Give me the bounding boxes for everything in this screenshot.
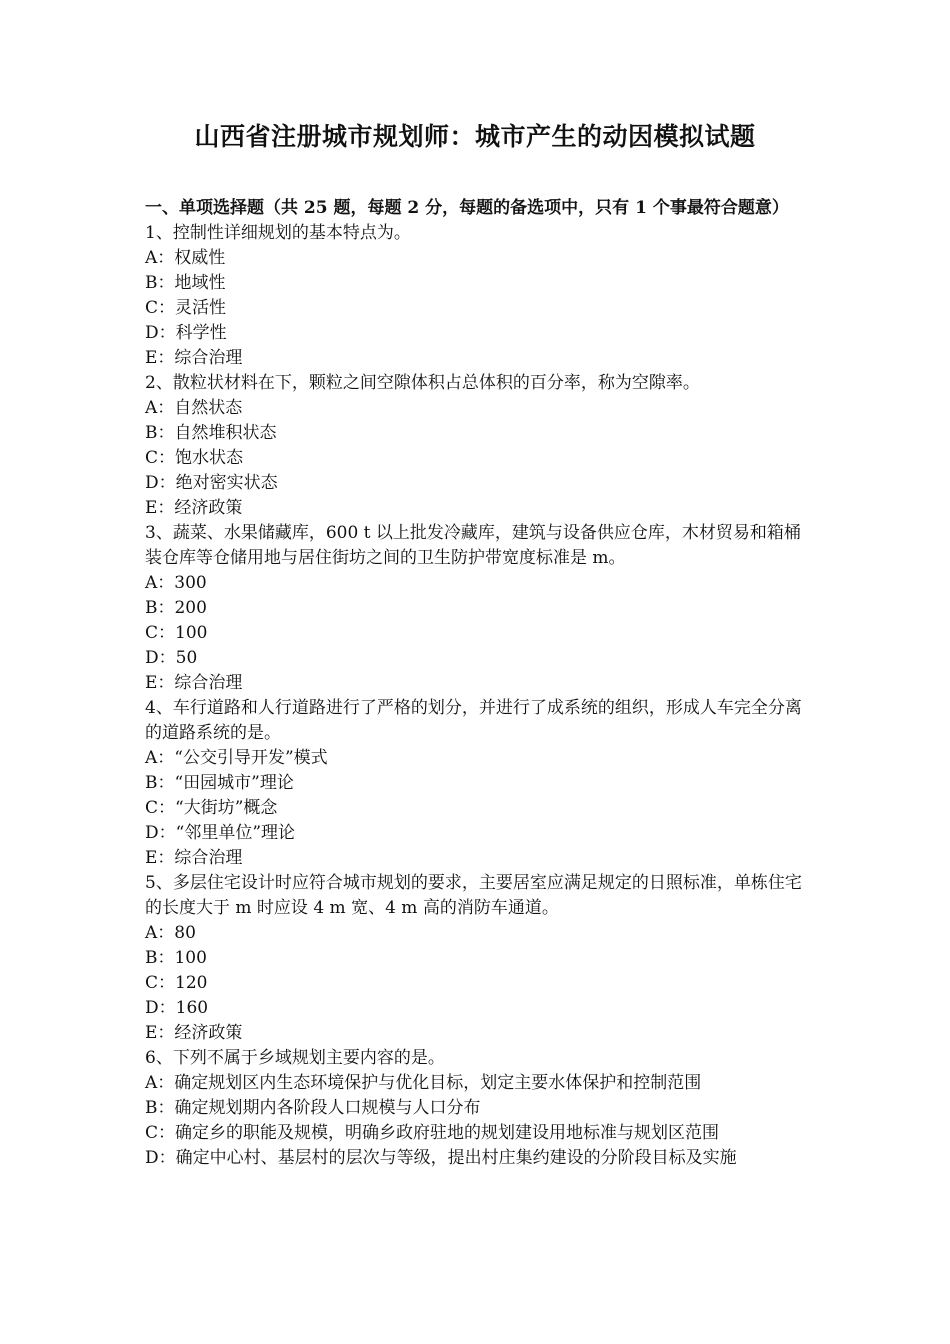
option-b: B：确定规划期内各阶段人口规模与人口分布 xyxy=(145,1098,481,1118)
option-e: E：综合治理 xyxy=(145,348,243,368)
question-1 xyxy=(145,221,813,371)
option-a: A：权威性 xyxy=(145,248,226,268)
option-e: E：经济政策 xyxy=(145,498,243,518)
option-c: C：“大街坊”概念 xyxy=(145,798,278,818)
option-a: A：确定规划区内生态环境保护与优化目标，划定主要水体保护和控制范围 xyxy=(145,1073,702,1093)
question-stem: 3、蔬菜、水果储藏库，600 t 以上批发冷藏库，建筑与设备供应仓库，木材贸易和箱桶装仓库等仓储用地与居住街坊之间的卫生防护带宽度标准是 m。 xyxy=(145,523,801,568)
question-stem: 4、车行道路和人行道路进行了严格的划分，并进行了成系统的组织，形成人车完全分离的道路系统的是。 xyxy=(145,698,802,743)
option-d: D：“邻里单位”理论 xyxy=(145,823,296,843)
option-a: A：80 xyxy=(145,923,196,943)
option-d: D：科学性 xyxy=(145,323,227,343)
option-b: B：100 xyxy=(145,948,207,968)
option-e: E：综合治理 xyxy=(145,848,243,868)
option-c: C：确定乡的职能及规模，明确乡政府驻地的规划建设用地标准与规划区范围 xyxy=(145,1123,720,1143)
option-b: B：自然堆积状态 xyxy=(145,423,277,443)
option-b: B：地域性 xyxy=(145,273,226,293)
option-e: E：综合治理 xyxy=(145,673,243,693)
page-title: 山西省注册城市规划师：城市产生的动因模拟试题 xyxy=(194,122,756,151)
question-stem: 6、下列不属于乡域规划主要内容的是。 xyxy=(145,1048,445,1068)
option-d: D：160 xyxy=(145,998,209,1018)
section-heading: 一、单项选择题（共 25 题，每题 2 分，每题的备选项中，只有 1 个事最符合题意） xyxy=(145,198,789,218)
question-5 xyxy=(145,871,813,1046)
option-b: B：200 xyxy=(145,598,207,618)
option-c: C：饱水状态 xyxy=(145,448,244,468)
question-stem: 5、多层住宅设计时应符合城市规划的要求，主要居室应满足规定的日照标准，单栋住宅的长度大于 m 时应设 4 m 宽、4 m 高的消防车通道。 xyxy=(145,873,802,918)
question-3 xyxy=(145,521,813,696)
question-2 xyxy=(145,371,813,521)
question-6 xyxy=(145,1046,813,1171)
option-c: C：100 xyxy=(145,623,208,643)
option-c: C：120 xyxy=(145,973,208,993)
option-b: B：“田园城市”理论 xyxy=(145,773,294,793)
option-d: D：50 xyxy=(145,648,198,668)
question-4 xyxy=(145,696,813,871)
option-d: D：确定中心村、基层村的层次与等级，提出村庄集约建设的分阶段目标及实施 xyxy=(145,1148,737,1168)
option-a: A：自然状态 xyxy=(145,398,243,418)
option-d: D：绝对密实状态 xyxy=(145,473,278,493)
question-stem: 1、控制性详细规划的基本特点为。 xyxy=(145,223,411,243)
option-e: E：经济政策 xyxy=(145,1023,243,1043)
document-body xyxy=(145,196,813,1171)
question-stem: 2、散粒状材料在下，颗粒之间空隙体积占总体积的百分率，称为空隙率。 xyxy=(145,373,700,393)
option-a: A：300 xyxy=(145,573,207,593)
option-c: C：灵活性 xyxy=(145,298,227,318)
option-a: A：“公交引导开发”模式 xyxy=(145,748,328,768)
